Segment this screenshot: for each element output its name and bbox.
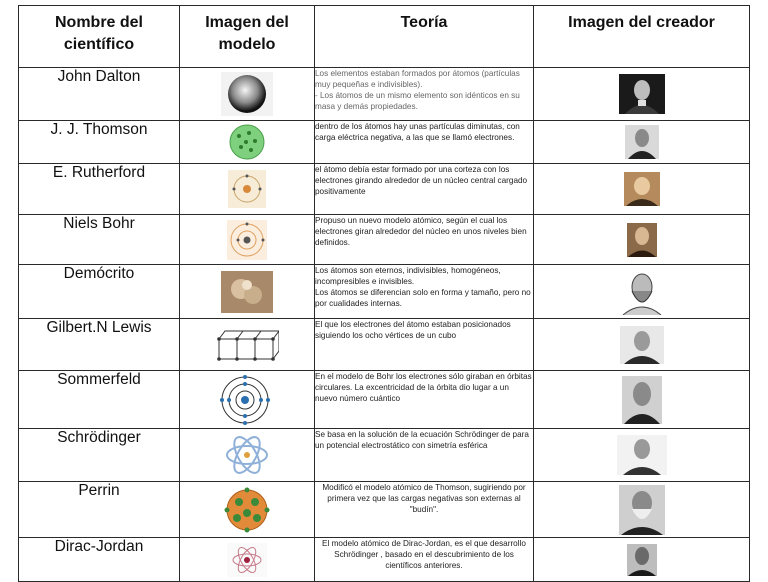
theory-text: dentro de los átomos hay unas partículas diminutas, con carga eléctrica negativa, a las que se llamó electrones. (315, 121, 534, 164)
table-row (19, 319, 750, 371)
table-row (19, 164, 750, 215)
portrait-perrin-icon (619, 485, 665, 535)
table-row (19, 371, 750, 429)
header-name: Nombre del científico (19, 6, 180, 68)
theory-text: Los elementos estaban formados por átomos (partículas muy pequeñas e indivisibles). - Los átomos de un mismo elemento son idénticos en su masa y demás propiedades. (315, 68, 534, 121)
theory-text: Modificó el modelo atómico de Thomson, sugiriendo por primera vez que las cargas negativas son externas al "budín". (315, 482, 534, 538)
theory-text: El que los electrones del átomo estaban posicionados siguiendo los ocho vértices de un cubo (315, 319, 534, 371)
scientist-name: Gilbert.N Lewis (19, 319, 180, 371)
table-row (19, 121, 750, 164)
schrodinger-model-icon (222, 432, 272, 478)
table-row (19, 429, 750, 482)
portrait-schrodinger-icon (617, 435, 667, 475)
solid-sphere-model-icon (221, 72, 273, 116)
scientist-name: Sommerfeld (19, 371, 180, 429)
portrait-sommerfeld-icon (622, 376, 662, 424)
scientist-name: J. J. Thomson (19, 121, 180, 164)
theory-text: El modelo atómico de Dirac-Jordan, es el que desarrollo Schrödinger , basado en el descubrimiento de los científicos anteriores. (315, 538, 534, 582)
portrait-bohr-icon (627, 223, 657, 257)
scientist-name: Dirac-Jordan (19, 538, 180, 582)
theory-text: Los átomos son eternos, indivisibles, homogéneos, incompresibles e invisibles. Los átomos se diferencian solo en forma y tamaño, pero no por cualidades internas. (315, 265, 534, 319)
portrait-democritus-icon (617, 269, 667, 315)
header-theory: Teoría (315, 6, 534, 68)
scientist-name: Demócrito (19, 265, 180, 319)
table-row (19, 265, 750, 319)
scientist-name: E. Rutherford (19, 164, 180, 215)
scientist-name: Schrödinger (19, 429, 180, 482)
header-row (19, 6, 750, 68)
table-row (19, 68, 750, 121)
atomic-models-table (18, 5, 750, 582)
scientist-name: John Dalton (19, 68, 180, 121)
table-row (19, 482, 750, 538)
nuclear-model-icon (228, 170, 266, 208)
portrait-rutherford-icon (624, 172, 660, 206)
portrait-thomson-icon (625, 125, 659, 159)
democritus-model-icon (221, 271, 273, 313)
perrin-model-icon (222, 487, 272, 533)
scientist-name: Perrin (19, 482, 180, 538)
theory-text: el átomo debía estar formado por una corteza con los electrones girando alrededor de un núcleo central cargado positivamente (315, 164, 534, 215)
sommerfeld-model-icon (218, 374, 276, 426)
scientist-name: Niels Bohr (19, 215, 180, 265)
portrait-dalton-icon (619, 74, 665, 114)
dirac-jordan-model-icon (227, 543, 267, 577)
table-row (19, 538, 750, 582)
table-row (19, 215, 750, 265)
header-creator: Imagen del creador (534, 6, 750, 68)
cubic-model-icon (215, 325, 279, 365)
portrait-dirac-icon (627, 544, 657, 576)
theory-text: En el modelo de Bohr los electrones sólo giraban en órbitas circulares. La excentricidad de la órbita dio lugar a un nuevo número cuántico (315, 371, 534, 429)
theory-text: Se basa en la solución de la ecuación Schrödinger de para un potencial electrostático con simetría esférica (315, 429, 534, 482)
header-model: Imagen del modelo (180, 6, 315, 68)
portrait-lewis-icon (620, 326, 664, 364)
theory-text: Propuso un nuevo modelo atómico, según el cual los electrones giran alrededor del núcleo en unos niveles bien definidos. (315, 215, 534, 265)
plum-pudding-model-icon (227, 123, 267, 161)
bohr-model-icon (227, 220, 267, 260)
